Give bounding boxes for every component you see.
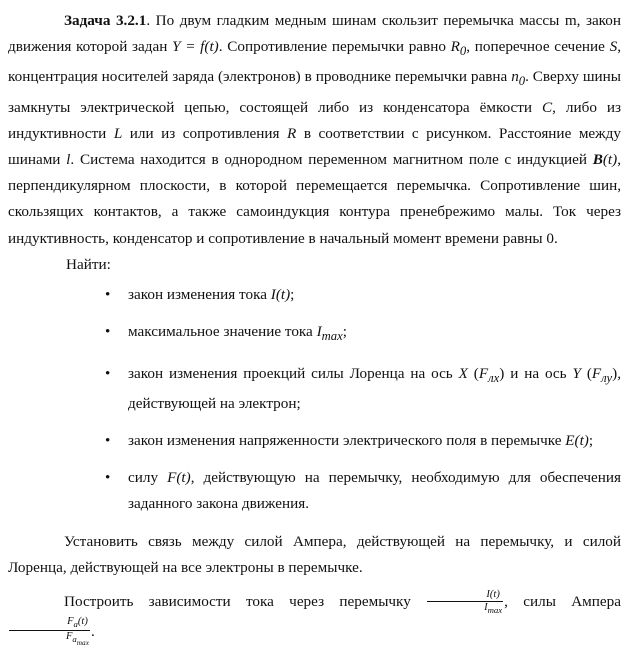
bullet-icon: • <box>105 469 111 487</box>
task-paragraph: Задача 3.2.1. По двум гладким медным шинам скользит перемычка массы m, закон движения которой задан Y = f(t). Сопротивление перемычки равно $R_0$, поперечное сечение S, концентрация носителей заряда (электронов) в проводнике перемычки равна $n_0$. Сверху шины замкнуты электрической цепью, состоящей либо из конденсатора ёмкости C, либо из индуктивности L или из сопротивления R в соответствии с рисунком. Расстояние между шинами l. Система находится в однородном переменном магнитном поле с индукцией B(t), перпендикулярном плоскости, в которой перемещается перемычка. Сопротивление шин, скользящих контактов, а также самоиндукция контура пренебрежимо малы. Ток через индуктивность, конденсатор и сопротивление в начальный момент времени равны 0. <box>8 12 622 247</box>
task-title: Задача 3.2.1 <box>64 12 147 29</box>
list-item: • максимальное значение тока $I_{max}$; <box>128 319 621 349</box>
current-ratio-fraction: $\frac{I(t)}{I_{max}}$ <box>427 589 503 616</box>
motion-law: Y = f(t) <box>172 38 219 56</box>
plot-paragraph: Построить зависимости тока через перемычку $\frac{I(t)}{I_{max}}$ , силы Ампера $\frac{F_a(t)}{F_{a_{max}}}$ . <box>8 589 621 649</box>
list-item: • закон изменения напряженности электрического поля в перемычке E(t); <box>128 428 621 454</box>
list-item: • закон изменения проекций силы Лоренца на ось X $(F_{лх})$ и на ось Y $(F_{лу})$, действующей на электрон; <box>128 361 621 417</box>
bullet-icon: • <box>105 286 111 304</box>
bullet-icon: • <box>105 431 111 449</box>
ampere-force-ratio-fraction: $\frac{F_a(t)}{F_{a_{max}}}$ <box>9 616 90 649</box>
find-list <box>8 282 621 517</box>
bullet-icon: • <box>105 323 111 341</box>
conclusion-paragraph: Установить связь между силой Ампера, действующей на перемычку, и силой Лоренца, действующей на все электроны в перемычке. <box>8 532 621 576</box>
list-item: • силу F(t), действующую на перемычку, необходимую для обеспечения заданного закона движения. <box>128 465 621 517</box>
list-item: • закон изменения тока I(t); <box>128 282 621 308</box>
find-label: Найти: <box>66 255 111 273</box>
bullet-icon: • <box>105 364 111 382</box>
